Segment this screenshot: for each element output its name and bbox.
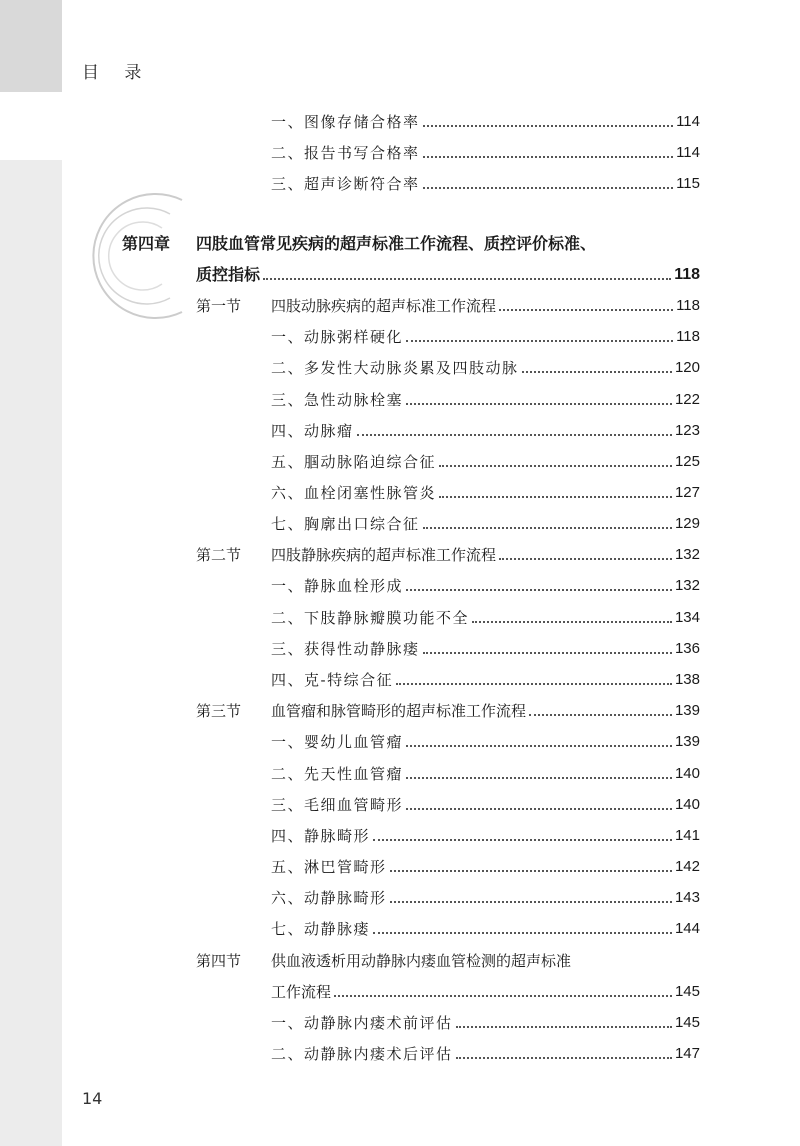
dot-leader [439, 465, 672, 467]
toc-entry[interactable] [271, 326, 700, 348]
entry-title: 婴幼儿血管瘤 [304, 733, 404, 751]
entry-page: 129 [674, 515, 700, 532]
entry-page: 118 [676, 297, 700, 314]
toc-entry[interactable] [271, 731, 700, 753]
entry-page: 122 [674, 391, 700, 408]
chapter-heading-continued[interactable] [196, 264, 700, 286]
entry-page: 138 [674, 671, 700, 688]
dot-leader [406, 745, 672, 747]
toc-entry[interactable] [271, 575, 700, 597]
toc-entry[interactable] [271, 1012, 700, 1034]
dot-leader [423, 187, 674, 189]
entry-prefix: 一、 [271, 733, 305, 751]
dot-leader [373, 932, 672, 934]
entry-page: 127 [674, 484, 700, 501]
entry-prefix: 五、 [271, 453, 305, 471]
dot-leader [373, 839, 672, 841]
entry-prefix: 四、 [271, 671, 305, 689]
entry-page: 134 [674, 609, 700, 626]
entry-page: 143 [674, 889, 700, 906]
dot-leader [406, 808, 672, 810]
entry-title: 静脉畸形 [304, 827, 371, 845]
dot-leader [334, 995, 672, 997]
entry-title: 急性动脉栓塞 [304, 391, 404, 409]
entry-title: 报告书写合格率 [304, 144, 420, 162]
entry-prefix: 三、 [271, 640, 305, 658]
entry-page: 145 [674, 983, 700, 1000]
entry-page: 147 [674, 1045, 700, 1062]
entry-title: 腘动脉陷迫综合征 [304, 453, 437, 471]
section-title: 供血液透析用动静脉内瘘血管检测的超声标准 [271, 952, 572, 970]
entry-title: 下肢静脉瓣膜功能不全 [304, 609, 470, 627]
dot-leader [499, 309, 673, 311]
entry-prefix: 二、 [271, 1045, 305, 1063]
chapter-heading[interactable] [122, 233, 700, 255]
entry-prefix: 七、 [271, 920, 305, 938]
entry-page: 132 [674, 546, 700, 563]
section-label: 第一节 [196, 297, 242, 315]
entry-prefix: 三、 [271, 175, 305, 193]
entry-title: 先天性血管瘤 [304, 765, 404, 783]
dot-leader [390, 870, 672, 872]
dot-leader [522, 371, 672, 373]
toc-section[interactable] [196, 700, 700, 722]
toc-entry[interactable] [271, 763, 700, 785]
entry-prefix: 五、 [271, 858, 305, 876]
entry-prefix: 二、 [271, 144, 305, 162]
chapter-title: 四肢血管常见疾病的超声标准工作流程、质控评价标准、 [196, 234, 597, 253]
toc-section[interactable] [196, 950, 700, 972]
entry-page: 136 [674, 640, 700, 657]
entry-title: 动静脉内瘘术前评估 [304, 1014, 453, 1032]
entry-prefix: 六、 [271, 889, 305, 907]
entry-title: 毛细血管畸形 [304, 796, 404, 814]
entry-page: 123 [674, 422, 700, 439]
toc-section[interactable] [196, 544, 700, 566]
dot-leader [499, 558, 672, 560]
dot-leader [406, 340, 673, 342]
entry-prefix: 一、 [271, 328, 305, 346]
entry-title: 动脉瘤 [304, 422, 354, 440]
section-label: 第二节 [196, 546, 242, 564]
entry-prefix: 一、 [271, 1014, 305, 1032]
entry-page: 142 [674, 858, 700, 875]
toc-entry[interactable] [271, 918, 700, 940]
dot-leader [439, 496, 672, 498]
toc-entry[interactable] [271, 482, 700, 504]
chapter-arc-decoration [70, 186, 210, 326]
entry-title: 动脉粥样硬化 [304, 328, 404, 346]
dot-leader [396, 683, 672, 685]
section-title: 四肢动脉疾病的超声标准工作流程 [271, 297, 497, 315]
entry-prefix: 七、 [271, 515, 305, 533]
toc-entry[interactable] [271, 389, 700, 411]
entry-page: 115 [676, 175, 700, 192]
entry-title: 静脉血栓形成 [304, 577, 404, 595]
entry-prefix: 二、 [271, 609, 305, 627]
toc-entry[interactable] [271, 607, 700, 629]
entry-title: 图像存储合格率 [304, 113, 420, 131]
section-title: 血管瘤和脉管畸形的超声标准工作流程 [271, 702, 527, 720]
entry-page: 114 [676, 144, 700, 161]
dot-leader [357, 434, 672, 436]
entry-page: 118 [674, 266, 700, 283]
entry-page: 114 [676, 113, 700, 130]
entry-title: 胸廓出口综合征 [304, 515, 420, 533]
entry-prefix: 一、 [271, 577, 305, 595]
side-margin-band [0, 160, 62, 1146]
dot-leader [472, 621, 672, 623]
toc-entry[interactable] [271, 638, 700, 660]
dot-leader [456, 1026, 672, 1028]
running-header: 目 录 [82, 63, 152, 83]
toc-entry[interactable] [271, 142, 700, 164]
toc-section-continued[interactable] [271, 981, 700, 1003]
entry-page: 141 [674, 827, 700, 844]
entry-prefix: 二、 [271, 765, 305, 783]
entry-prefix: 一、 [271, 113, 305, 131]
entry-prefix: 三、 [271, 391, 305, 409]
header-tab-block [0, 0, 62, 92]
dot-leader [423, 527, 672, 529]
entry-prefix: 四、 [271, 422, 305, 440]
entry-title: 超声诊断符合率 [304, 175, 420, 193]
entry-page: 125 [674, 453, 700, 470]
dot-leader [423, 156, 674, 158]
dot-leader [390, 901, 672, 903]
page-number: 14 [82, 1089, 103, 1108]
entry-title: 多发性大动脉炎累及四肢动脉 [304, 359, 519, 377]
dot-leader [406, 777, 672, 779]
dot-leader [263, 278, 671, 280]
entry-page: 139 [674, 702, 700, 719]
section-label: 第四节 [196, 952, 242, 970]
dot-leader [423, 125, 674, 127]
entry-title: 血栓闭塞性脉管炎 [304, 484, 437, 502]
toc-entry[interactable] [271, 111, 700, 133]
chapter-label: 第四章 [122, 234, 171, 253]
dot-leader [406, 403, 672, 405]
entry-title: 动静脉畸形 [304, 889, 387, 907]
dot-leader [406, 589, 672, 591]
entry-page: 139 [674, 733, 700, 750]
toc-section[interactable] [196, 295, 700, 317]
entry-page: 144 [674, 920, 700, 937]
entry-page: 145 [674, 1014, 700, 1031]
entry-page: 120 [674, 359, 700, 376]
section-title: 四肢静脉疾病的超声标准工作流程 [271, 546, 497, 564]
entry-prefix: 三、 [271, 796, 305, 814]
toc-entry[interactable] [271, 1043, 700, 1065]
toc-entry[interactable] [271, 825, 700, 847]
entry-title: 动静脉瘘 [304, 920, 371, 938]
entry-page: 140 [674, 796, 700, 813]
entry-page: 118 [676, 328, 700, 345]
toc-entry[interactable] [271, 856, 700, 878]
toc-entry[interactable] [271, 669, 700, 691]
toc-entry[interactable] [271, 794, 700, 816]
chapter-title-cont: 质控指标 [196, 265, 261, 284]
entry-prefix: 六、 [271, 484, 305, 502]
entry-prefix: 二、 [271, 359, 305, 377]
entry-title: 克-特综合征 [304, 671, 394, 689]
entry-title: 淋巴管畸形 [304, 858, 387, 876]
toc-entry[interactable] [271, 357, 700, 379]
toc-entry[interactable] [271, 887, 700, 909]
dot-leader [529, 714, 672, 716]
section-label: 第三节 [196, 702, 242, 720]
entry-page: 140 [674, 765, 700, 782]
entry-prefix: 四、 [271, 827, 305, 845]
toc-entry[interactable] [271, 173, 700, 195]
entry-title: 动静脉内瘘术后评估 [304, 1045, 453, 1063]
dot-leader [423, 652, 672, 654]
entry-title: 获得性动静脉瘘 [304, 640, 420, 658]
entry-page: 132 [674, 577, 700, 594]
toc-entry[interactable] [271, 513, 700, 535]
dot-leader [456, 1057, 672, 1059]
toc-entry[interactable] [271, 451, 700, 473]
section-title-cont: 工作流程 [271, 983, 332, 1001]
toc-entry[interactable] [271, 420, 700, 442]
